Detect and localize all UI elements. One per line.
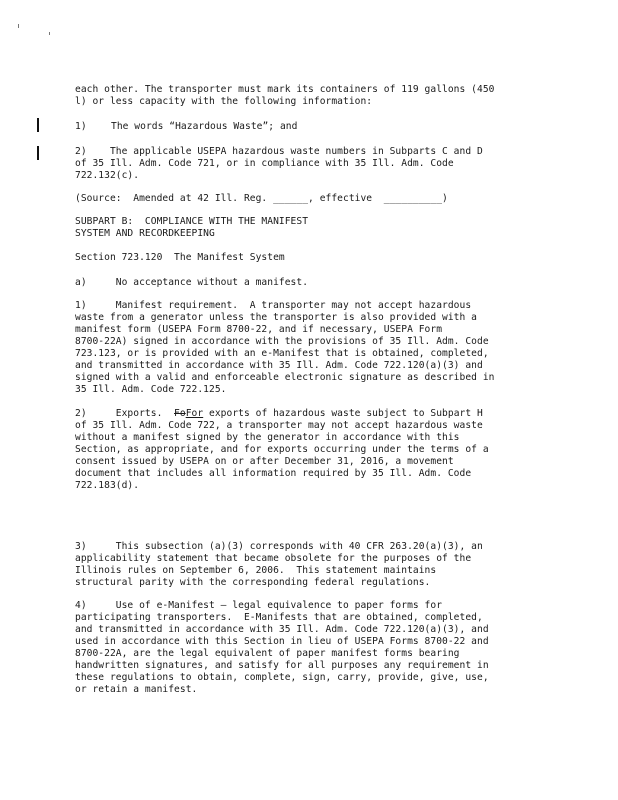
struck-text: Fo <box>174 408 186 419</box>
text-line: of 35 Ill. Adm. Code 722, a transporter may not accept hazardous waste <box>75 420 483 431</box>
text-line: 3) This subsection (a)(3) corresponds with 40 CFR 263.20(a)(3), an <box>75 541 483 552</box>
text-line: used in accordance with this Section in lieu of USEPA Forms 8700-22 and <box>75 636 489 647</box>
revision-bar <box>37 146 39 160</box>
text-line: 8700-22A) signed in accordance with the provisions of 35 Ill. Adm. Code <box>75 336 489 347</box>
item-text: The words “Hazardous Waste”; and <box>111 121 298 132</box>
subpart-heading: SYSTEM AND RECORDKEEPING <box>75 228 215 239</box>
text-line: 722.183(d). <box>75 480 140 491</box>
text-line: 35 Ill. Adm. Code 722.125. <box>75 384 227 395</box>
text-line: and transmitted in accordance with 35 Ill. Adm. Code 722.120(a)(3) and <box>75 360 483 371</box>
text-line: without a manifest signed by the generator in accordance with this <box>75 432 460 443</box>
subsection-a: a) No acceptance without a manifest. <box>75 277 309 288</box>
text-line <box>75 408 483 419</box>
text-line: Section, as appropriate, and for exports occurring under the terms of a <box>75 444 489 455</box>
section-heading: Section 723.120 The Manifest System <box>75 252 285 263</box>
text-line: structural parity with the corresponding federal regulations. <box>75 577 431 588</box>
scan-mark <box>18 24 19 28</box>
text-line: waste from a generator unless the transporter is also provided with a <box>75 312 477 323</box>
text-line: l) or less capacity with the following information: <box>75 96 373 107</box>
text-line: these regulations to obtain, complete, sign, carry, provide, give, use, <box>75 672 489 683</box>
text-line: consent issued by USEPA on or after December 31, 2016, a movement <box>75 456 454 467</box>
text-line: participating transporters. E-Manifests that are obtained, completed, <box>75 612 483 623</box>
inserted-text: For <box>185 408 204 419</box>
text-line: applicability statement that became obsolete for the purposes of the <box>75 553 472 564</box>
text-span: exports of hazardous waste subject to Subpart H <box>203 408 483 419</box>
text-line: each other. The transporter must mark its containers of 119 gallons (450 <box>75 84 495 95</box>
item-number: 1) <box>75 121 87 132</box>
scan-mark <box>49 32 50 35</box>
text-line: document that includes all information required by 35 Ill. Adm. Code <box>75 468 472 479</box>
text-line: handwritten signatures, and satisfy for all purposes any requirement in <box>75 660 489 671</box>
text-line: signed with a valid and enforceable electronic signature as described in <box>75 372 495 383</box>
list-item-1 <box>75 121 298 132</box>
text-line: Illinois rules on September 6, 2006. This statement maintains <box>75 565 437 576</box>
text-line: and transmitted in accordance with 35 Ill. Adm. Code 722.120(a)(3), and <box>75 624 489 635</box>
text-line: manifest form (USEPA Form 8700-22, and if necessary, USEPA Form <box>75 324 443 335</box>
text-line: 722.132(c). <box>75 170 140 181</box>
text-span: 2) Exports. <box>75 408 175 419</box>
text-line: 723.123, or is provided with an e-Manifest that is obtained, completed, <box>75 348 489 359</box>
text-line: or retain a manifest. <box>75 684 198 695</box>
text-line: 2) The applicable USEPA hazardous waste numbers in Subparts C and D <box>75 146 483 157</box>
text-line: 4) Use of e-Manifest — legal equivalence to paper forms for <box>75 600 443 611</box>
text-line: of 35 Ill. Adm. Code 721, or in compliance with 35 Ill. Adm. Code <box>75 158 454 169</box>
text-line: 8700-22A, are the legal equivalent of paper manifest forms bearing <box>75 648 460 659</box>
text-line: 1) Manifest requirement. A transporter may not accept hazardous <box>75 300 472 311</box>
subpart-heading: SUBPART B: COMPLIANCE WITH THE MANIFEST <box>75 216 309 227</box>
revision-bar <box>37 118 39 132</box>
source-note: (Source: Amended at 42 Ill. Reg. ______, effective __________) <box>75 193 448 204</box>
